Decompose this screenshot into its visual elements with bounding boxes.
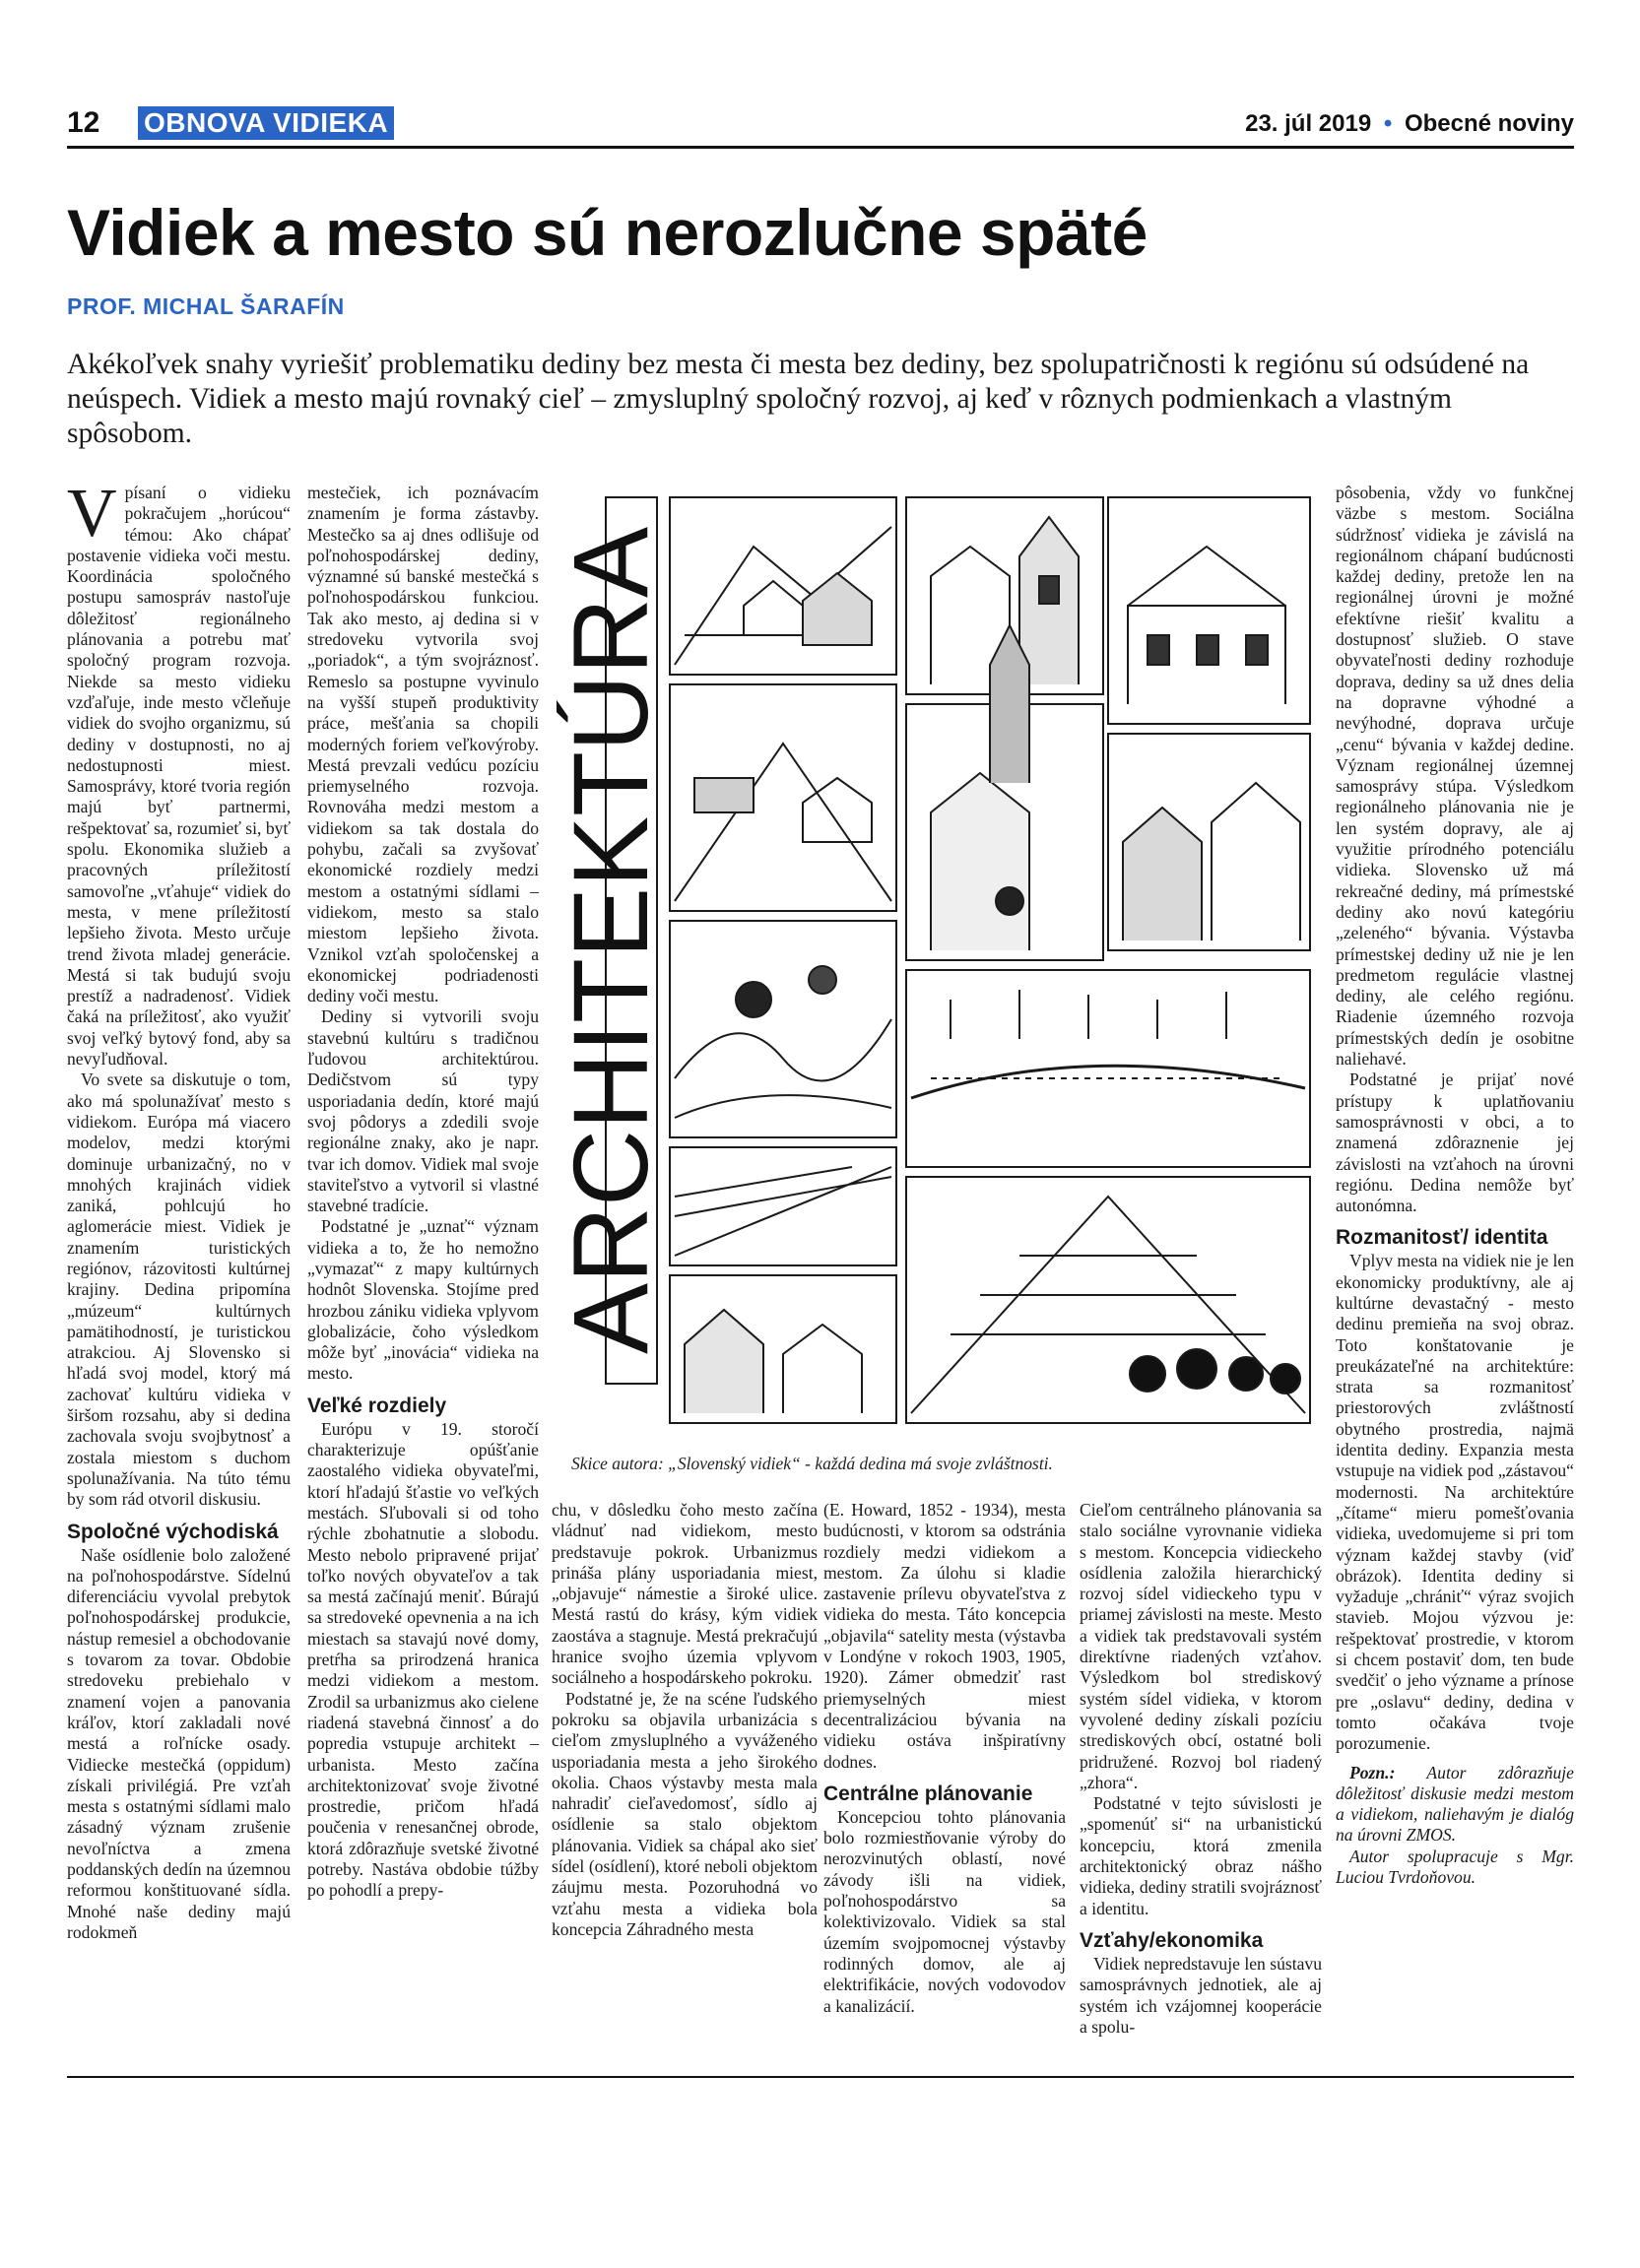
paragraph: Naše osídlenie bolo založené na poľnohospodárstve. Sídelnú diferenciáciu vyvolal prebytok poľnohospodárskej produkcie, nástup remesiel a obchodovanie s tovarom za tovar. Obdobie stredoveku prebiehalo v znamení vojen a panovania kráľov, ktorí zakladali nové mestá a roľnícke osady. Vidiecke mestečká (oppidum) získali privilégiá. Pre vzťah mesta s ostatnými sídlami malo zásadný význam zrušenie nevoľníctva a zmena poddanských dedín na územnou reformou konštituované sídla. Mnohé naše dediny majú rodokmeň bbox=[67, 1544, 291, 1942]
separator-dot: • bbox=[1383, 110, 1393, 137]
paragraph: Dediny si vytvorili svoju stavebnú kultúru s tradičnou ľudovou architektúrou. Dedičstvom sú typy usporiadania dedín, ktoré majú svoj pôdorys a zdedili svoje regionálne znaky, ako je napr. tvar ich domov. Vidiek mal svoje staviteľstvo a vytvoril si vlastné stavebné tradície. bbox=[307, 1006, 539, 1216]
paragraph: Európu v 19. storočí charakterizuje opúšťanie zaostalého vidieka obyvateľmi, ktorí hľadajú šťastie vo veľkých mestách. Sľubovali si od toho rýchle zbohatnutie a slobodu. Mesto nebolo pripravené prijať toľko nových obyvateľov a tak sa mestá začínajú meniť. Búrajú sa stredoveké opevnenia a na ich miestach sa stavajú nové domy, pretŕha sa prirodzená hranica medzi vidiekom a mestom. Zrodil sa urbanizmus ako cielene riadená stavebná činnosť a do popredia vstupuje architekt – urbanista. Mesto začína architektonizovať svoje životné prostredie, pričom hľadá poučenia v renesančnej obrode, ktorá zdôrazňuje svetské životné potreby. Nastáva obdobie túžby po pohodlí a prepy- bbox=[307, 1418, 539, 1901]
sketch-drawing bbox=[557, 487, 1320, 1438]
column-3 bbox=[552, 1500, 818, 1940]
footer-rule bbox=[67, 2076, 1574, 2078]
paragraph: Podstatné je „uznať“ význam vidieka a to, že ho nemožno „vymazať“ z mapy kultúrnych hodnôt Slovenska. Stojíme pred hrozbou zániku vidieka vplyvom globalizácie, čoho výsledkom môže byť „inovácia“ vidieka na mesto. bbox=[307, 1216, 539, 1384]
paragraph: pôsobenia, vždy vo funkčnej väzbe s mestom. Sociálna súdržnosť vidieka je závislá na regionálnom chápaní budúcnosti každej dediny, pretože len na regionálnej úrovni je možné efektívne riešiť kvalitu a dostupnosť služieb. O stave obyvateľnosti dediny rozhoduje doprava, dediny sa už dnes delia na dopravne výhodné a nevýhodné, doprava určuje „cenu“ bývania v každej dedine. Význam regionálnej územnej samosprávy stúpa. Výsledkom regionálneho plánovania nie je len systém dopravy, ale aj využitie prírodného potenciálu vidieka. Slovensko už má rekreačné dediny, má prímestské dediny ako novú kategóriu „zeleného“ bývania. Výstavba prímestskej dediny už nie je len predmetom regulácie vlastnej dediny, ale celého regiónu. Riadenie územného rozvoja prímestských dedín je osobitne naliehavé. bbox=[1336, 483, 1574, 1069]
publication-name: Obecné noviny bbox=[1404, 110, 1574, 137]
column-5 bbox=[1080, 1500, 1322, 2038]
note-text: Autor zdôrazňuje dôležitosť diskusie medzi mestom a vidiekom, naliehavým je dialóg na úrovni ZMOS. bbox=[1336, 1762, 1574, 1846]
paragraph: Cieľom centrálneho plánovania sa stalo sociálne vyrovnanie vidieka s mestom. Koncepcia vidieckeho osídlenia založila hierarchický rozvoj sídel vidieckeho typu v priamej závislosti na meste. Mesto a vidiek tak predstavovali systém direktívne riadených vzťahov. Výsledkom bol strediskový systém sídel vidieka, v ktorom vyvolené dediny získali pozíciu strediskových obcí, ostatné boli pridružené. Rozvoj bol riadený „zhora“. bbox=[1080, 1500, 1322, 1792]
paragraph: Vo svete sa diskutuje o tom, ako má spolunažívať mesto s vidiekom. Európa má viacero modelov, medzi ktorými dominuje urbanizačný, no v mnohých krajinách vidiek zaniká, pohlcujú ho aglomerácie miest. Vidiek je znamením turistických regiónov, rázovitosti kultúrnej krajiny. Dedina pripomína „múzeum“ kultúrnych pamätihodností, je turistickou atrakciou. Aj Slovensko si hľadá svoj model, ktorý má zachovať kultúru vidieka v širšom rozsahu, aby si dedina zachovala svoju svojbytnosť a zostala miestom s duchom spolunažívania. Na túto tému by som rád otvoril diskusiu. bbox=[67, 1069, 291, 1510]
architecture-sketch bbox=[557, 487, 1320, 1438]
header-meta bbox=[1245, 110, 1574, 138]
subheading-spolocne: Spoločné východiská bbox=[67, 1520, 279, 1543]
subheading-velke: Veľké rozdiely bbox=[307, 1393, 447, 1417]
article-author: PROF. MICHAL ŠARAFÍN bbox=[67, 293, 345, 319]
subheading-vztahy: Vzťahy/ekonomika bbox=[1080, 1928, 1264, 1952]
paragraph: mestečiek, ich poznávacím znamením je forma zástavby. Mestečko sa aj dnes odlišuje od poľnohospodárskej dediny, významné sú banské mestečká s poľnohospodárskou funkciou. Tak ako mesto, aj dedina si v stredoveku vytvorila svoj „poriadok“, a tým svojráznosť. Remeslo sa postupne vyvinulo na vyšší stupeň produktivity práce, mešťania sa chopili moderných foriem veľkovýroby. Mestá prevzali vedúcu pozíciu priemyselného rozvoja. Rovnováha medzi mestom a vidiekom sa tak dostala do pohybu, začali sa zvyšovať ekonomické rozdiely medzi mestom a ostatnými sídlami – vidiekom, mesto sa stalo miestom lepšieho života. Vznikol vzťah spoločenskej a ekonomickej podriadenosti dediny voči mestu. bbox=[307, 483, 539, 1006]
drop-cap: V bbox=[67, 476, 117, 551]
paragraph: chu, v dôsledku čoho mesto začína vládnuť nad vidiekom, mesto predstavuje pokrok. Urbanizmus prináša plány usporiadania miest, „objavuje“ námestie a široké ulice. Mestá rastú do krásy, kým vidiek zaostáva a stagnuje. Mestá prekračujú hranice svojho územia vplyvom sociálneho a hospodárskeho pokroku. bbox=[552, 1500, 818, 1688]
paragraph: Vplyv mesta na vidiek nie je len ekonomicky produktívny, ale aj kultúrne devastačný - mesto dedinu premieňa na svoj obraz. Toto konštatovanie je preukázateľné na architektúre: strata sa rozmanitosť priestorových zvláštností obytného prostredia, najmä identita dediny. Expanzia mesta vstupuje na vidiek pod „zástavou“ modernosti. Na architektúre „čítame“ mieru pomešťovania vidieka, uvedomujeme si pri tom význam každej stavby (viď obrázok). Identita dediny si vyžaduje „chrániť“ výraz svojich stavieb. Mojou výzvou je: rešpektovať prostredie, v ktorom si chcem postaviť dom, ten bude svedčiť o jeho význame a prínose pre „oslavu“ dediny, dedina v tomto očakáva tvoje porozumenie. bbox=[1336, 1251, 1574, 1754]
author-note bbox=[1336, 1763, 1574, 1847]
author-note-cooperation: Autor spolupracuje s Mgr. Luciou Tvrdoňovou. bbox=[1336, 1846, 1574, 1887]
column-6 bbox=[1336, 483, 1574, 1888]
paragraph: Vpísaní o vidieku pokračujem „horúcou“ témou: Ako chápať postavenie vidieka voči mestu. Koordinácia spoločného postupu samospráv nastoľuje dôležitosť regionálneho plánovania a potrebu mať spoločný program rozvoja. Niekde sa mesto vidieku vzďaľuje, inde mesto včleňuje vidiek do svojho organizmu, sú dediny v dostupnosti, no aj nedostupnosti miest. Samosprávy, ktoré tvoria región majú byť partnermi, rešpektovať sa, rozumieť si, byť spolu. Ekonomika služieb a pracovných príležitostí samovoľne „vťahuje“ vidiek do mesta, v mene príležitostí lepšieho života. Mesto určuje trend života mladej generácie. Mestá si tak budujú svoju prestíž a nadradenosť. Vidiek čaká na príležitosť, ako využiť svoj veľký bytový fond, aby sa nevyľudňoval. bbox=[67, 476, 291, 1069]
note-label: Pozn.: bbox=[1349, 1762, 1396, 1782]
paragraph: Podstatné v tejto súvislosti je „spomenúť si“ na urbanistickú koncepciu, ktorá zmenila architektonický obraz nášho vidieka, dediny stratili svojráznosť a identitu. bbox=[1080, 1793, 1322, 1918]
header-rule bbox=[67, 146, 1574, 149]
paragraph: Podstatné je prijať nové prístupy k uplatňovaniu samosprávnosti v obci, a to znamená zdôraznenie jej závislosti na vzťahoch na úrovni regiónu. Dedina nemôže byť autonómna. bbox=[1336, 1069, 1574, 1216]
vertical-title: ARCHITEKTÚRA bbox=[557, 526, 670, 1355]
paragraph: Vidiek nepredstavuje len sústavu samosprávnych jednotiek, ale aj systém ich vzájomnej kooperácie a spolu- bbox=[1080, 1953, 1323, 2037]
illustration-caption: Skice autora: „Slovenský vidiek“ - každá dedina má svoje zvláštnosti. bbox=[571, 1454, 1053, 1473]
issue-date: 23. júl 2019 bbox=[1245, 110, 1372, 137]
column-2 bbox=[307, 483, 539, 1902]
subheading-centralne: Centrálne plánovanie bbox=[823, 1782, 1033, 1805]
paragraph: Podstatné je, že na scéne ľudského pokroku sa objavila urbanizácia s cieľom zmysluplného a vyváženého usporiadania mesta a jeho širokého okolia. Chaos výstavby mesta mala nahradiť cieľavedomosť, sídlo aj osídlenie sa stalo objektom plánovania. Vidiek sa chápal ako sieť sídel (osídlení), ktoré neboli objektom záujmu mesta. Pozoruhodná vo vzťahu mesta a vidieka bola koncepcia Záhradného mesta bbox=[552, 1688, 818, 1939]
column-4 bbox=[823, 1500, 1066, 2017]
subheading-rozmanitost: Rozmanitosť/ identita bbox=[1336, 1226, 1548, 1250]
article-title: Vidiek a mesto sú nerozlučne späté bbox=[67, 196, 1148, 269]
column-1 bbox=[67, 476, 291, 1943]
section-label: OBNOVA VIDIEKA bbox=[138, 106, 394, 140]
page-number: 12 bbox=[67, 106, 100, 139]
article-lead: Akékoľvek snahy vyriešiť problematiku dediny bez mesta či mesta bez dediny, bez spolupatričnosti k regiónu sú odsúdené na neúspech. Vidiek a mesto majú rovnaký cieľ – zmysluplný spoločný rozvoj, aj keď v rôznych podmienkach a vlastným spôsobom. bbox=[67, 349, 1530, 449]
paragraph: Koncepciou tohto plánovania bolo rozmiestňovanie výroby do nerozvinutých oblastí, nové závody išli na vidiek, poľnohospodárstvo sa kolektivizovalo. Vidiek sa stal územím svojpomocnej výstavby rodinných domov, ale aj elektrifikácie, nových vodovodov a kanalizácií. bbox=[823, 1806, 1066, 2016]
paragraph: (E. Howard, 1852 - 1934), mesta budúcnosti, v ktorom sa odstránia rozdiely medzi vidiekom a mestom. Za úlohu si kladie zastavenie prílevu obyvateľstva z vidieka do mesta. Táto koncepcia „objavila“ satelity mesta (výstavba v Londýne v rokoch 1903, 1905, 1920). Zámer obmedziť rast priemyselných miest decentralizáciou bývania na vidieku ostáva inšpiratívny dodnes. bbox=[823, 1500, 1066, 1772]
page-header bbox=[67, 106, 1574, 144]
